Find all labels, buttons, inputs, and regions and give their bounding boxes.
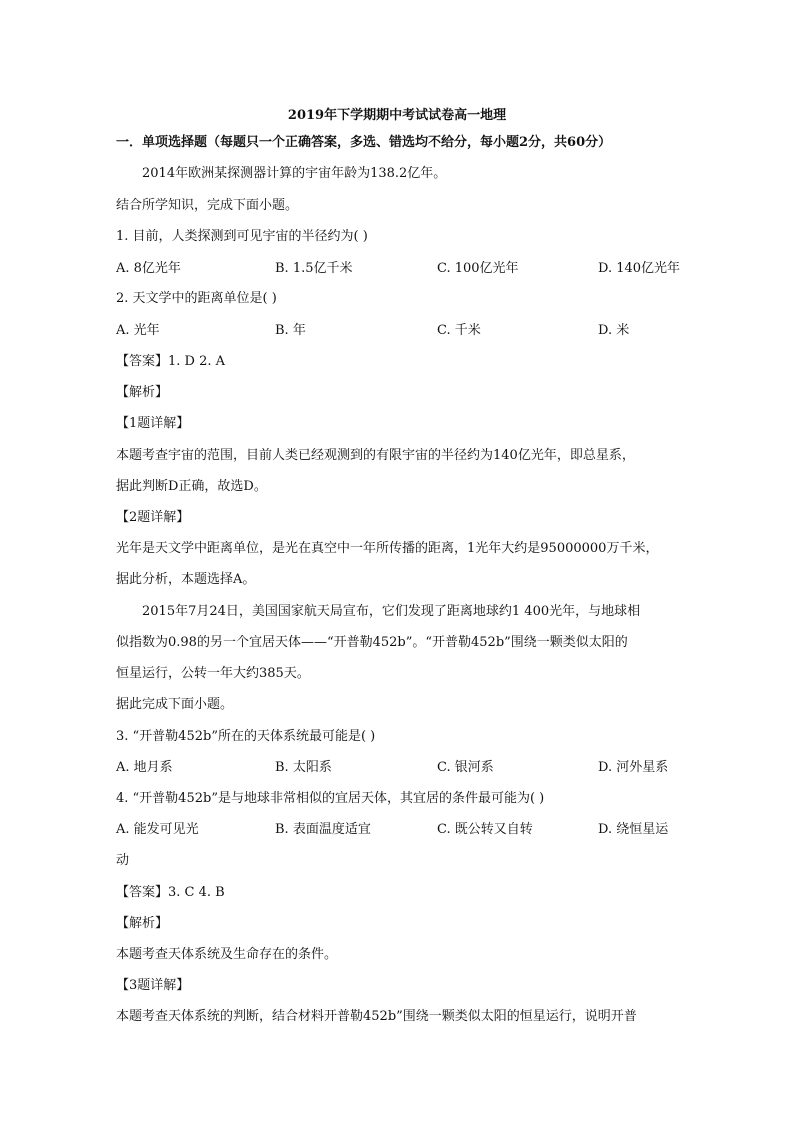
intro2-line-2: 似指数为0.98的另一个宜居天体——“开普勒452b”。“开普勒452b”围绕一颗类似太阳的 <box>116 635 628 650</box>
detail-2-para-1: 光年是天文学中距离单位，是光在真空中一年所传播的距离，1光年大约是95000000万千米， <box>116 541 659 556</box>
question-2: 2. 天文学中的距离单位是( ) <box>116 291 277 306</box>
q1-option-c: C. 100亿光年 <box>437 261 519 276</box>
question-1: 1. 目前，人类探测到可见宇宙的半径约为( ) <box>116 229 368 244</box>
question-4: 4. “开普勒452b”是与地球非常相似的宜居天体，其宜居的条件最可能为( ) <box>116 791 545 806</box>
q3-option-a: A. 地月系 <box>116 760 173 775</box>
intro2-line-4: 据此完成下面小题。 <box>116 697 234 712</box>
q2-option-d: D. 米 <box>598 323 630 338</box>
intro-instruction: 结合所学知识，完成下面小题。 <box>116 198 299 213</box>
detail-heading-2: 【2题详解】 <box>116 510 190 525</box>
detail-1-para-1: 本题考查宇宙的范围，目前人类已经观测到的有限宇宙的半径约为140亿光年，即总星系， <box>116 448 635 463</box>
q1-option-d: D. 140亿光年 <box>598 261 681 276</box>
intro2-line-1: 2015年7月24日，美国国家航天局宣布，它们发现了距离地球约1 400光年，与地球相 <box>142 604 641 619</box>
detail-3-para-1: 本题考查天体系统的判断，结合材料开普勒452b”围绕一颗类似太阳的恒星运行，说明开普 <box>116 1009 637 1024</box>
question-3: 3. “开普勒452b”所在的天体系统最可能是( ) <box>116 729 376 744</box>
answer-block-2: 【答案】3. C 4. B <box>116 885 225 900</box>
q3-option-b: B. 太阳系 <box>275 760 332 775</box>
q2-option-b: B. 年 <box>275 323 306 338</box>
section-heading: 一．单项选择题（每题只一个正确答案，多选、错选均不给分，每小题2分，共60分） <box>116 135 612 150</box>
q1-option-b: B. 1.5亿千米 <box>275 261 353 276</box>
analysis-heading-2: 【解析】 <box>116 916 169 931</box>
detail-1-para-2: 据此判断D正确，故选D。 <box>116 479 267 494</box>
detail-heading-3: 【3题详解】 <box>116 978 190 993</box>
analysis-2-text: 本题考查天体系统及生命存在的条件。 <box>116 947 338 962</box>
answer-block-1: 【答案】1. D 2. A <box>116 354 226 369</box>
intro2-line-3: 恒星运行，公转一年大约385天。 <box>116 666 310 681</box>
q2-option-c: C. 千米 <box>437 323 481 338</box>
detail-heading-1: 【1题详解】 <box>116 416 190 431</box>
analysis-heading-1: 【解析】 <box>116 385 169 400</box>
q4-option-b: B. 表面温度适宜 <box>275 822 371 837</box>
q4-option-d-continued: 动 <box>116 853 130 868</box>
q1-option-a: A. 8亿光年 <box>116 261 181 276</box>
q2-option-a: A. 光年 <box>116 323 160 338</box>
q3-option-c: C. 银河系 <box>437 760 494 775</box>
q4-option-a: A. 能发可见光 <box>116 822 199 837</box>
q4-option-c: C. 既公转又自转 <box>437 822 533 837</box>
q4-option-d: D. 绕恒星运 <box>598 822 669 837</box>
intro-text: 2014年欧洲某探测器计算的宇宙年龄为138.2亿年。 <box>142 166 447 181</box>
q3-option-d: D. 河外星系 <box>598 760 669 775</box>
detail-2-para-2: 据此分析，本题选择A。 <box>116 572 256 587</box>
page-title: 2019年下学期期中考试试卷高一地理 <box>287 108 507 123</box>
